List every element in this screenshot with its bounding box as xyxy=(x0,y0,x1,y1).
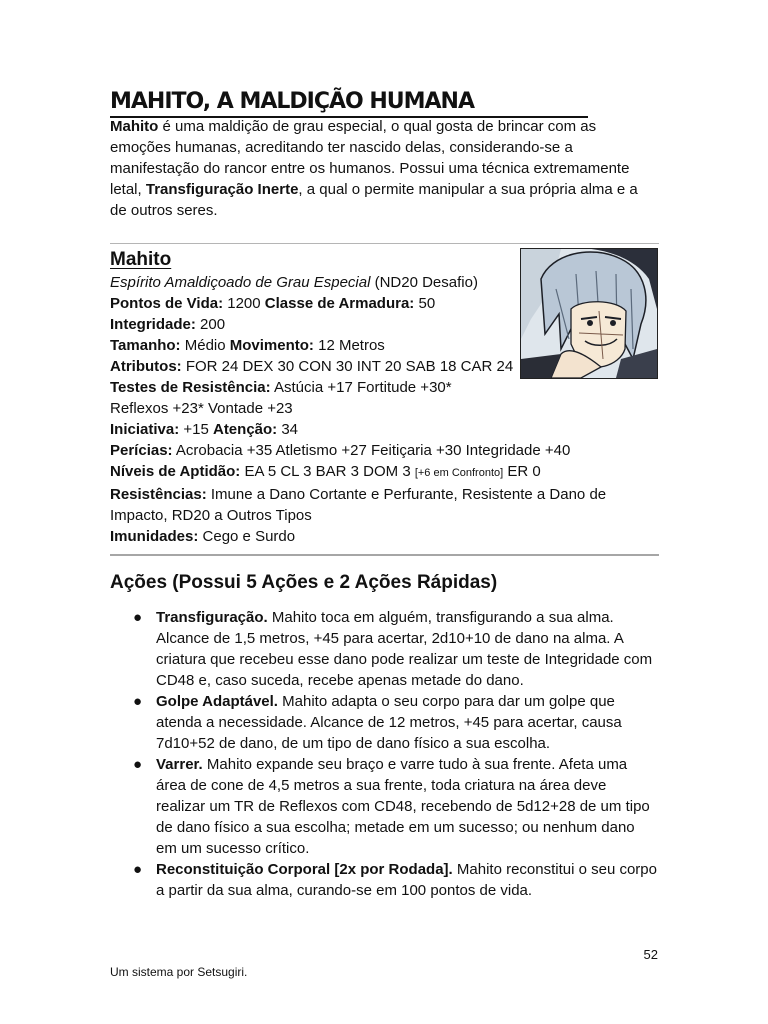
creature-type xyxy=(110,272,655,293)
list-item xyxy=(133,691,658,754)
attention-label: Atenção: xyxy=(212,421,278,438)
immunities-value: Cego e Surdo xyxy=(198,528,296,545)
hp-label: Pontos de Vida: xyxy=(110,295,224,312)
ac-value: 50 xyxy=(414,295,436,312)
section-divider-top xyxy=(110,243,659,244)
bullet-icon: ● xyxy=(133,756,143,773)
attributes-line xyxy=(110,356,655,377)
action-name: Golpe Adaptável. xyxy=(156,693,278,710)
aptitude-label: Níveis de Aptidão: xyxy=(110,463,241,480)
list-item xyxy=(133,754,658,859)
resistances-line xyxy=(110,484,630,526)
aptitude-value: EA 5 CL 3 BAR 3 DOM 3 xyxy=(240,463,415,480)
skills-value: Acrobacia +35 Atletismo +27 Feitiçaria +30 Integridade +40 xyxy=(172,442,571,459)
initiative-line xyxy=(110,419,655,440)
attributes-value: FOR 24 DEX 30 CON 30 INT 20 SAB 18 CAR 24 xyxy=(181,358,514,375)
integrity-value: 200 xyxy=(195,316,226,333)
size-label: Tamanho: xyxy=(110,337,181,354)
ac-label: Classe de Armadura: xyxy=(264,295,415,312)
initiative-value: +15 xyxy=(179,421,213,438)
action-name: Transfiguração. xyxy=(156,609,268,626)
saves-line xyxy=(110,377,655,398)
stat-block xyxy=(110,272,655,547)
size-value: Médio xyxy=(180,337,230,354)
bullet-icon: ● xyxy=(133,693,143,710)
action-name: Varrer. xyxy=(156,756,203,773)
stat-block-name: Mahito xyxy=(110,249,172,270)
action-name: Reconstituição Corporal [2x por Rodada]. xyxy=(156,861,453,878)
integrity-label: Integridade: xyxy=(110,316,196,333)
intro-bold-technique: Transfiguração Inerte xyxy=(145,181,299,198)
actions-list xyxy=(133,607,658,901)
move-label: Movimento: xyxy=(229,337,314,354)
resistances-label: Resistências: xyxy=(110,486,207,503)
immunities-line xyxy=(110,526,655,547)
aptitude-line xyxy=(110,461,655,484)
resistances-value: Imune a Dano Cortante e Perfurante, Resistente a Dano de Impacto, RD20 a Outros Tipos xyxy=(110,486,607,524)
list-item xyxy=(133,859,658,901)
footer-credit: Um sistema por Setsugiri. xyxy=(110,965,248,979)
list-item xyxy=(133,607,658,691)
intro-bold-name: Mahito xyxy=(110,118,159,135)
action-text: Mahito expande seu braço e varre tudo à sua frente. Afeta uma área de cone de 4,5 metros a sua frente, toda criatura na área deve realizar um TR de Reflexos com CD48, recebendo de 5d12+28 de um tipo de dano físico a sua escolha; metade em um sucesso; ou nenhum dano em um sucesso crítico. xyxy=(156,756,650,857)
bullet-icon: ● xyxy=(133,609,143,626)
hp-ac-line xyxy=(110,293,655,314)
skills-line xyxy=(110,440,655,461)
initiative-label: Iniciativa: xyxy=(110,421,180,438)
move-value: 12 Metros xyxy=(313,337,385,354)
creature-type-italic: Espírito Amaldiçoado de Grau Especial xyxy=(110,274,371,291)
action-text: Mahito adapta o seu corpo para dar um golpe que atenda a necessidade. Alcance de 12 metros, +45 para acertar, causa 7d10+52 de dano, de um tipo de dano físico a sua escolha. xyxy=(156,693,622,752)
page-number: 52 xyxy=(643,947,658,962)
integrity-line xyxy=(110,314,655,335)
action-text: Mahito toca em alguém, transfigurando a sua alma. Alcance de 1,5 metros, +45 para acertar, 2d10+10 de dano na alma. A criatura que recebeu esse dano pode realizar um teste de Integridade com CD48 e, caso suceda, recebe apenas metade do dano. xyxy=(156,609,653,689)
creature-type-rest: (ND20 Desafio) xyxy=(370,274,478,291)
bullet-icon: ● xyxy=(133,861,143,878)
page-title: MAHITO, A MALDIÇÃO HUMANA xyxy=(110,88,588,118)
section-divider-bottom xyxy=(110,554,659,556)
aptitude-value-end: ER 0 xyxy=(503,463,541,480)
hp-value: 1200 xyxy=(223,295,265,312)
intro-text-end: , a qual o permite manipular a sua própria alma e a de outros seres. xyxy=(110,181,638,219)
action-text: Mahito reconstitui o seu corpo a partir da sua alma, curando-se em 100 pontos de vida. xyxy=(156,861,657,899)
attention-value: 34 xyxy=(277,421,299,438)
intro-text: é uma maldição de grau especial, o qual gosta de brincar com as emoções humanas, acreditando ter nascido delas, considerando-se a manifestação do rancor entre os humanos. Possui uma técnica extremamente letal, xyxy=(110,118,630,198)
aptitude-note: [+6 em Confronto] xyxy=(414,467,504,479)
skills-label: Perícias: xyxy=(110,442,173,459)
immunities-label: Imunidades: xyxy=(110,528,199,545)
saves-label: Testes de Resistência: xyxy=(110,379,271,396)
saves-value: Astúcia +17 Fortitude +30* xyxy=(270,379,452,396)
size-move-line xyxy=(110,335,655,356)
intro-paragraph xyxy=(110,116,655,221)
actions-heading: Ações (Possui 5 Ações e 2 Ações Rápidas) xyxy=(110,572,498,593)
attributes-label: Atributos: xyxy=(110,358,182,375)
saves-line-2: Reflexos +23* Vontade +23 xyxy=(110,400,293,417)
